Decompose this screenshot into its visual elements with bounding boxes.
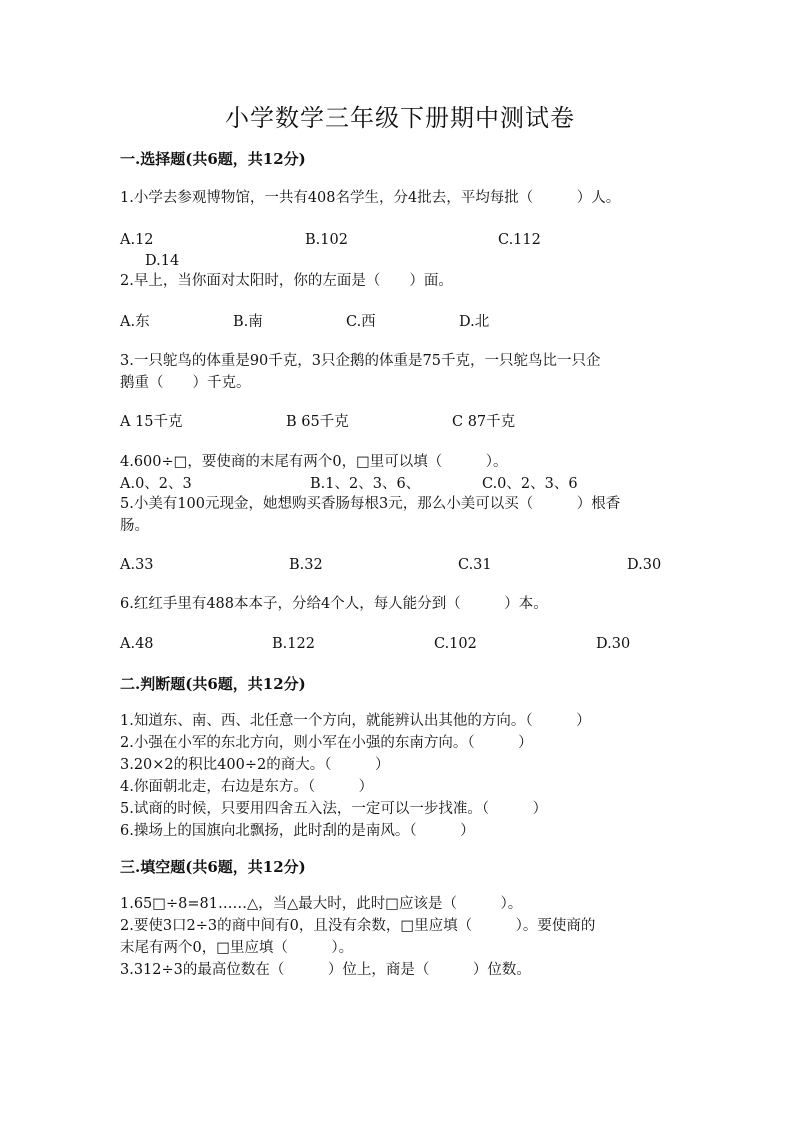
question-3-text-line-1: 3.一只鸵鸟的体重是90千克，3只企鹅的体重是75千克，一只鸵鸟比一只企 [120,353,601,369]
question-1-text: 1.小学去参观博物馆，一共有408名学生，分4批去，平均每批（ ）人。 [120,190,621,206]
question-4-option-c: C.0、2、3、6 [482,476,578,492]
judgement-item-4: 4.你面朝北走，右边是东方。（ ） [120,779,374,795]
question-3-option-a: A 15千克 [120,414,183,430]
fill-blank-item-2-line-1: 2.要使3口2÷3的商中间有0，且没有余数，□里应填（ ）。要使商的 [120,918,596,934]
page-title: 小学数学三年级下册期中测试卷 [225,104,575,132]
question-5-text-line-2: 肠。 [120,518,149,534]
question-5-option-a: A.33 [120,557,154,573]
judgement-item-2: 2.小强在小军的东北方向，则小军在小强的东南方向。（ ） [120,735,533,751]
question-2-option-d: D.北 [459,314,490,330]
question-3-option-b: B 65千克 [286,414,349,430]
section-heading-choice: 一.选择题(共6题，共12分) [120,150,306,168]
question-6-option-a: A.48 [120,636,154,652]
question-1-option-d: D.14 [145,253,180,269]
question-2-option-c: C.西 [346,314,376,330]
judgement-item-5: 5.试商的时候，只要用四舍五入法，一定可以一步找准。（ ） [120,801,548,817]
section-heading-judgement: 二.判断题(共6题，共12分) [120,675,306,693]
question-2-option-b: B.南 [233,314,263,330]
question-2-option-a: A.东 [120,314,150,330]
question-6-option-b: B.122 [272,636,315,652]
question-6-option-d: D.30 [596,636,631,652]
question-3-option-c: C 87千克 [452,414,516,430]
question-2-text: 2.早上，当你面对太阳时，你的左面是（ ）面。 [120,273,453,289]
question-3-text-line-2: 鹅重（ ）千克。 [120,375,251,391]
section-heading-fill-blank: 三.填空题(共6题，共12分) [120,858,306,876]
judgement-item-6: 6.操场上的国旗向北飘扬，此时刮的是南风。（ ） [120,823,475,839]
judgement-item-1: 1.知道东、南、西、北任意一个方向，就能辨认出其他的方向。（ ） [120,713,591,729]
question-6-text: 6.红红手里有488本本子，分给4个人，每人能分到（ ）本。 [120,596,548,612]
fill-blank-item-2-line-2: 末尾有两个0，□里应填（ ）。 [120,940,354,956]
fill-blank-item-3: 3.312÷3的最高位数在（ ）位上，商是（ ）位数。 [120,962,531,978]
question-4-text: 4.600÷□，要使商的末尾有两个0，□里可以填（ ）。 [120,454,508,470]
question-1-option-c: C.112 [498,232,541,248]
question-5-option-b: B.32 [289,557,323,573]
question-1-option-b: B.102 [305,232,348,248]
question-6-option-c: C.102 [434,636,477,652]
question-1-option-a: A.12 [120,232,154,248]
question-5-option-c: C.31 [458,557,492,573]
question-4-option-b: B.1、2、3、6、 [310,476,421,492]
question-4-option-a: A.0、2、3 [120,476,192,492]
question-5-option-d: D.30 [627,557,662,573]
fill-blank-item-1: 1.65□÷8=81……△，当△最大时，此时□应该是（ ）。 [120,896,523,912]
question-5-text-line-1: 5.小美有100元现金，她想购买香肠每根3元，那么小美可以买（ ）根香 [120,496,621,512]
judgement-item-3: 3.20×2的积比400÷2的商大。（ ） [120,757,390,773]
